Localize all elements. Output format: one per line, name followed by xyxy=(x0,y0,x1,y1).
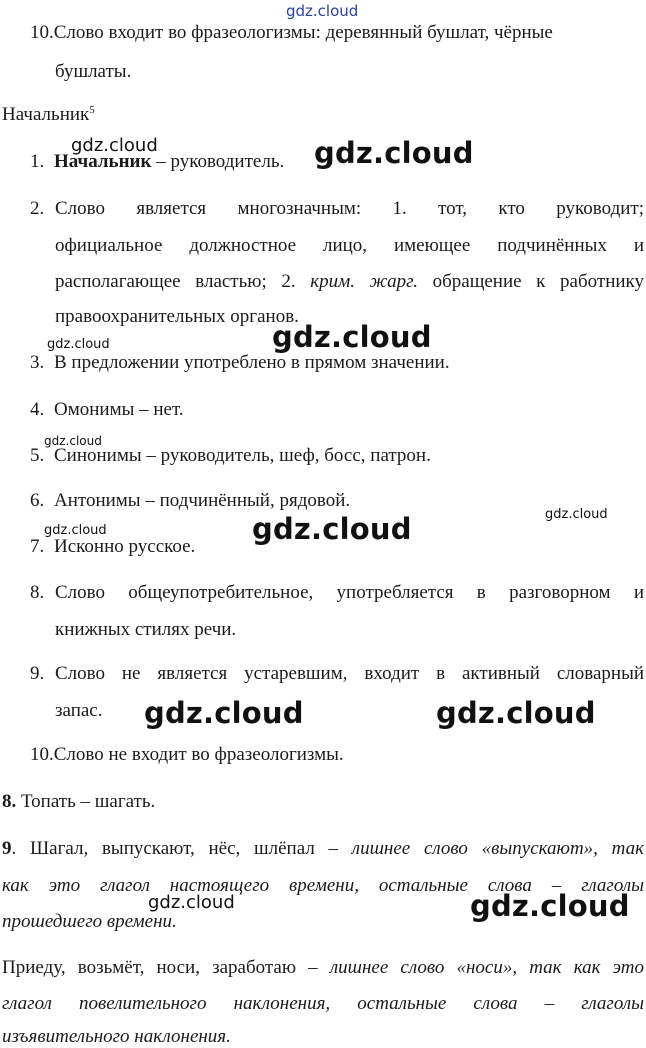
watermark: gdz.cloud xyxy=(314,136,474,170)
watermark: gdz.cloud xyxy=(144,696,304,730)
item-1-term: Начальник xyxy=(54,151,152,172)
item-8-line1 xyxy=(30,582,54,604)
item-2-number: 2. xyxy=(30,198,45,219)
item-1-text: – руководитель. xyxy=(151,151,285,172)
task-8-text: Топать – шагать. xyxy=(16,791,156,812)
heading-nachalnik xyxy=(2,104,95,126)
item-4-text: Омонимы – нет. xyxy=(54,399,184,420)
heading-footnote-mark: 5 xyxy=(89,104,95,116)
item-6-text: Антонимы – подчинённый, рядовой. xyxy=(54,490,351,511)
prev-item-10-line2: бушлаты. xyxy=(55,61,132,82)
task-9-line3 xyxy=(2,911,177,933)
item-7-number: 7. xyxy=(30,536,45,557)
item-2-line3-post: обращение к работнику xyxy=(418,271,644,292)
item-9-number: 9. xyxy=(30,663,45,684)
prev-item-10-line1 xyxy=(30,22,553,44)
task-9-line1-italic: лишнее слово «выпускают», так xyxy=(351,838,644,859)
item-2-text-line2: официальное должностное лицо, имеющее подчинённых и xyxy=(55,235,644,256)
task-8-number: 8. xyxy=(2,791,17,812)
item-7-text: Исконно русское. xyxy=(54,536,196,557)
task-9-number: 9 xyxy=(2,838,12,859)
watermark: gdz.cloud xyxy=(44,434,102,448)
task-9-line1-plain: . Шагал, выпускают, нёс, шлёпал – xyxy=(11,838,352,859)
task-9b-line3 xyxy=(2,1026,231,1048)
item-8-text-line1: Слово общеупотребительное, употребляется в разговорном и xyxy=(55,582,644,603)
item-4-number: 4. xyxy=(30,399,45,420)
item-5-text: Синонимы – руководитель, шеф, босс, патрон. xyxy=(54,445,431,466)
watermark-top: gdz.cloud xyxy=(286,2,359,20)
watermark: gdz.cloud xyxy=(272,320,432,354)
item-6 xyxy=(30,490,350,512)
watermark: gdz.cloud xyxy=(470,889,630,923)
task-9b-line2-italic: глагол повелительного наклонения, остальные слова – глаголы xyxy=(2,993,644,1014)
watermark: gdz.cloud xyxy=(148,892,235,913)
watermark: gdz.cloud xyxy=(71,135,158,156)
task-9b-line3-italic: изъявительного наклонения. xyxy=(2,1026,231,1047)
heading-word: Начальник xyxy=(2,104,90,125)
task-9-line3-italic: прошедшего времени. xyxy=(2,911,177,932)
task-9b-line2 xyxy=(2,993,644,1015)
item-2-text-line4: правоохранительных органов. xyxy=(55,306,299,327)
item-6-number: 6. xyxy=(30,490,45,511)
watermark: gdz.cloud xyxy=(44,523,107,538)
item-1 xyxy=(30,151,284,173)
item-3 xyxy=(30,352,450,374)
prev-item-10-text: Слово входит во фразеологизмы: деревянный бушлат, чёрные xyxy=(53,22,553,43)
prev-item-10-number: 10. xyxy=(30,22,54,43)
watermark: gdz.cloud xyxy=(252,512,412,546)
item-8-number: 8. xyxy=(30,582,45,603)
item-10-number: 10. xyxy=(30,744,54,765)
item-3-number: 3. xyxy=(30,352,45,373)
item-5 xyxy=(30,445,431,467)
item-10-text: Слово не входит во фразеологизмы. xyxy=(53,744,344,765)
item-9-text-line2: запас. xyxy=(55,700,103,721)
task-9-line2-italic: как это глагол настоящего времени, остальные слова – глаголы xyxy=(2,875,644,896)
item-1-number: 1. xyxy=(30,151,45,172)
watermark: gdz.cloud xyxy=(436,696,596,730)
item-2-text-line1: Слово является многозначным: 1. тот, кто руководит; xyxy=(55,198,644,219)
task-9b-line1-italic: лишнее слово «носи», так как это xyxy=(329,957,644,978)
task-8 xyxy=(2,791,155,813)
watermark: gdz.cloud xyxy=(545,507,608,522)
item-2-line1 xyxy=(30,198,54,220)
item-3-text: В предложении употреблено в прямом значении. xyxy=(54,352,450,373)
item-9-text-line1: Слово не является устаревшим, входит в активный словарный xyxy=(55,663,644,684)
item-2-text-line3 xyxy=(55,271,644,293)
item-2-line3-pre: располагающее властью; 2. xyxy=(55,271,311,292)
item-2-line3-italic: крим. жарг. xyxy=(310,271,418,292)
task-9-line1 xyxy=(2,838,644,860)
item-8-text-line2: книжных стилях речи. xyxy=(55,619,237,640)
item-4 xyxy=(30,399,184,421)
item-5-number: 5. xyxy=(30,445,45,466)
watermark: gdz.cloud xyxy=(47,337,110,352)
task-9b-line1-plain: Приеду, возьмёт, носи, заработаю – xyxy=(2,957,330,978)
item-7 xyxy=(30,536,195,558)
item-10 xyxy=(30,744,344,766)
item-9-line1 xyxy=(30,663,54,685)
task-9b-line1 xyxy=(2,957,644,979)
